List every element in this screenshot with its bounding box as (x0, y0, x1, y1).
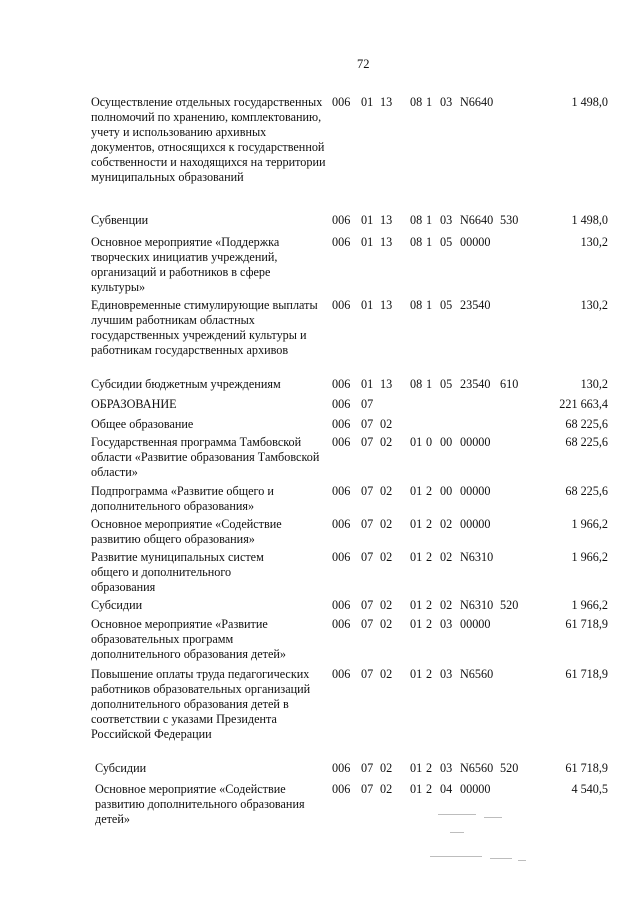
target-code-event: 05 (440, 298, 453, 312)
section-code: 07 (361, 617, 374, 631)
target-code-program: 01 (410, 667, 423, 681)
section-code: 01 (361, 213, 374, 227)
row-name: Повышение оплаты труда педагогических работников образовательных организаций дополнительного образования детей в соответствии с указами Президента Российской Федерации (91, 667, 311, 741)
amount: 61 718,9 (565, 761, 608, 775)
target-code-subprogram: 2 (426, 484, 433, 498)
target-code-direction: 00000 (460, 235, 491, 249)
target-code-event: 03 (440, 667, 453, 681)
section-code: 07 (361, 484, 374, 498)
ministry-code: 006 (332, 235, 351, 249)
subsection-code: 13 (380, 298, 393, 312)
subsection-code: 13 (380, 235, 393, 249)
section-code: 07 (361, 667, 374, 681)
target-code-direction: 00000 (460, 617, 491, 631)
target-code-subprogram: 2 (426, 550, 433, 564)
section-code: 07 (361, 435, 374, 449)
target-code-subprogram: 1 (426, 235, 433, 249)
amount: 130,2 (580, 298, 608, 312)
row-name: Государственная программа Тамбовской области «Развитие образования Тамбовской области» (91, 435, 320, 479)
target-code-event: 02 (440, 550, 453, 564)
row-name: Развитие муниципальных систем общего и дополнительного образования (91, 550, 264, 594)
ministry-code: 006 (332, 517, 351, 531)
target-code-program: 08 (410, 298, 423, 312)
amount: 61 718,9 (565, 617, 608, 631)
ministry-code: 006 (332, 484, 351, 498)
target-code-subprogram: 1 (426, 377, 433, 391)
amount: 68 225,6 (565, 417, 608, 431)
target-code-direction: 00000 (460, 782, 491, 796)
target-code-subprogram: 0 (426, 435, 433, 449)
row-name: ОБРАЗОВАНИЕ (91, 397, 177, 411)
row-name: Основное мероприятие «Развитие образовательных программ дополнительного образования детей» (91, 617, 286, 661)
expense-type-code: 530 (500, 213, 519, 227)
ministry-code: 006 (332, 95, 351, 109)
subsection-code: 02 (380, 761, 393, 775)
section-code: 07 (361, 397, 374, 411)
target-code-program: 08 (410, 95, 423, 109)
amount: 4 540,5 (571, 782, 608, 796)
target-code-event: 03 (440, 617, 453, 631)
amount: 1 498,0 (571, 213, 608, 227)
target-code-program: 01 (410, 517, 423, 531)
section-code: 01 (361, 298, 374, 312)
ministry-code: 006 (332, 761, 351, 775)
target-code-subprogram: 2 (426, 517, 433, 531)
section-code: 07 (361, 598, 374, 612)
amount: 61 718,9 (565, 667, 608, 681)
target-code-subprogram: 2 (426, 761, 433, 775)
target-code-event: 03 (440, 213, 453, 227)
amount: 1 966,2 (571, 598, 608, 612)
target-code-subprogram: 2 (426, 782, 433, 796)
target-code-subprogram: 1 (426, 213, 433, 227)
section-code: 07 (361, 761, 374, 775)
section-code: 07 (361, 550, 374, 564)
subsection-code: 02 (380, 435, 393, 449)
target-code-program: 01 (410, 617, 423, 631)
subsection-code: 02 (380, 598, 393, 612)
target-code-direction: N6560 (460, 667, 494, 681)
target-code-direction: 23540 (460, 298, 491, 312)
target-code-direction: 00000 (460, 435, 491, 449)
target-code-direction: 23540 (460, 377, 491, 391)
target-code-program: 08 (410, 235, 423, 249)
row-name: Общее образование (91, 417, 194, 431)
target-code-event: 02 (440, 517, 453, 531)
ministry-code: 006 (332, 598, 351, 612)
row-name: Основное мероприятие «Содействие развитию общего образования» (91, 517, 282, 546)
target-code-subprogram: 1 (426, 95, 433, 109)
target-code-program: 01 (410, 484, 423, 498)
target-code-subprogram: 2 (426, 617, 433, 631)
amount: 1 966,2 (571, 550, 608, 564)
row-name: Субсидии (91, 598, 143, 612)
target-code-program: 01 (410, 598, 423, 612)
target-code-event: 00 (440, 435, 453, 449)
ministry-code: 006 (332, 298, 351, 312)
amount: 68 225,6 (565, 435, 608, 449)
ministry-code: 006 (332, 667, 351, 681)
ministry-code: 006 (332, 417, 351, 431)
target-code-event: 04 (440, 782, 453, 796)
row-name: Основное мероприятие «Содействие развитию дополнительного образования детей» (95, 782, 305, 826)
target-code-program: 08 (410, 377, 423, 391)
target-code-program: 01 (410, 550, 423, 564)
section-code: 07 (361, 782, 374, 796)
target-code-subprogram: 1 (426, 298, 433, 312)
amount: 68 225,6 (565, 484, 608, 498)
target-code-event: 05 (440, 377, 453, 391)
expense-type-code: 520 (500, 598, 519, 612)
target-code-event: 05 (440, 235, 453, 249)
ministry-code: 006 (332, 397, 351, 411)
subsection-code: 13 (380, 95, 393, 109)
subsection-code: 13 (380, 213, 393, 227)
expense-type-code: 610 (500, 377, 519, 391)
target-code-direction: N6640 (460, 213, 494, 227)
target-code-direction: N6310 (460, 598, 494, 612)
target-code-program: 08 (410, 213, 423, 227)
faint-stamp-marks (420, 810, 540, 870)
ministry-code: 006 (332, 617, 351, 631)
row-name: Субсидии (95, 761, 147, 775)
target-code-program: 01 (410, 782, 423, 796)
target-code-program: 01 (410, 761, 423, 775)
row-name: Осуществление отдельных государственных полномочий по хранению, комплектованию, учету и использованию архивных документов, относящихся к государственной собственности и находящихся на территории муниципальных образований (91, 95, 326, 184)
ministry-code: 006 (332, 782, 351, 796)
section-code: 01 (361, 377, 374, 391)
section-code: 07 (361, 417, 374, 431)
ministry-code: 006 (332, 435, 351, 449)
subsection-code: 02 (380, 550, 393, 564)
target-code-event: 03 (440, 761, 453, 775)
target-code-subprogram: 2 (426, 667, 433, 681)
row-name: Субвенции (91, 213, 149, 227)
target-code-direction: N6310 (460, 550, 494, 564)
target-code-direction: N6640 (460, 95, 494, 109)
target-code-direction: N6560 (460, 761, 494, 775)
section-code: 01 (361, 235, 374, 249)
row-name: Субсидии бюджетным учреждениям (91, 377, 281, 391)
target-code-direction: 00000 (460, 517, 491, 531)
target-code-direction: 00000 (460, 484, 491, 498)
ministry-code: 006 (332, 377, 351, 391)
expense-type-code: 520 (500, 761, 519, 775)
target-code-event: 03 (440, 95, 453, 109)
ministry-code: 006 (332, 213, 351, 227)
subsection-code: 02 (380, 617, 393, 631)
subsection-code: 02 (380, 517, 393, 531)
amount: 130,2 (580, 235, 608, 249)
section-code: 07 (361, 517, 374, 531)
target-code-subprogram: 2 (426, 598, 433, 612)
amount: 1 966,2 (571, 517, 608, 531)
subsection-code: 13 (380, 377, 393, 391)
target-code-event: 00 (440, 484, 453, 498)
subsection-code: 02 (380, 484, 393, 498)
ministry-code: 006 (332, 550, 351, 564)
section-code: 01 (361, 95, 374, 109)
amount: 221 663,4 (559, 397, 608, 411)
subsection-code: 02 (380, 667, 393, 681)
row-name: Подпрограмма «Развитие общего и дополнительного образования» (91, 484, 274, 513)
subsection-code: 02 (380, 417, 393, 431)
amount: 1 498,0 (571, 95, 608, 109)
subsection-code: 02 (380, 782, 393, 796)
target-code-event: 02 (440, 598, 453, 612)
row-name: Единовременные стимулирующие выплаты лучшим работникам областных государственных учреждений культуры и работникам государственных архивов (91, 298, 318, 357)
row-name: Основное мероприятие «Поддержка творческих инициатив учреждений, организаций и работников в сфере культуры» (91, 235, 280, 294)
page-number: 72 (357, 57, 370, 71)
amount: 130,2 (580, 377, 608, 391)
target-code-program: 01 (410, 435, 423, 449)
